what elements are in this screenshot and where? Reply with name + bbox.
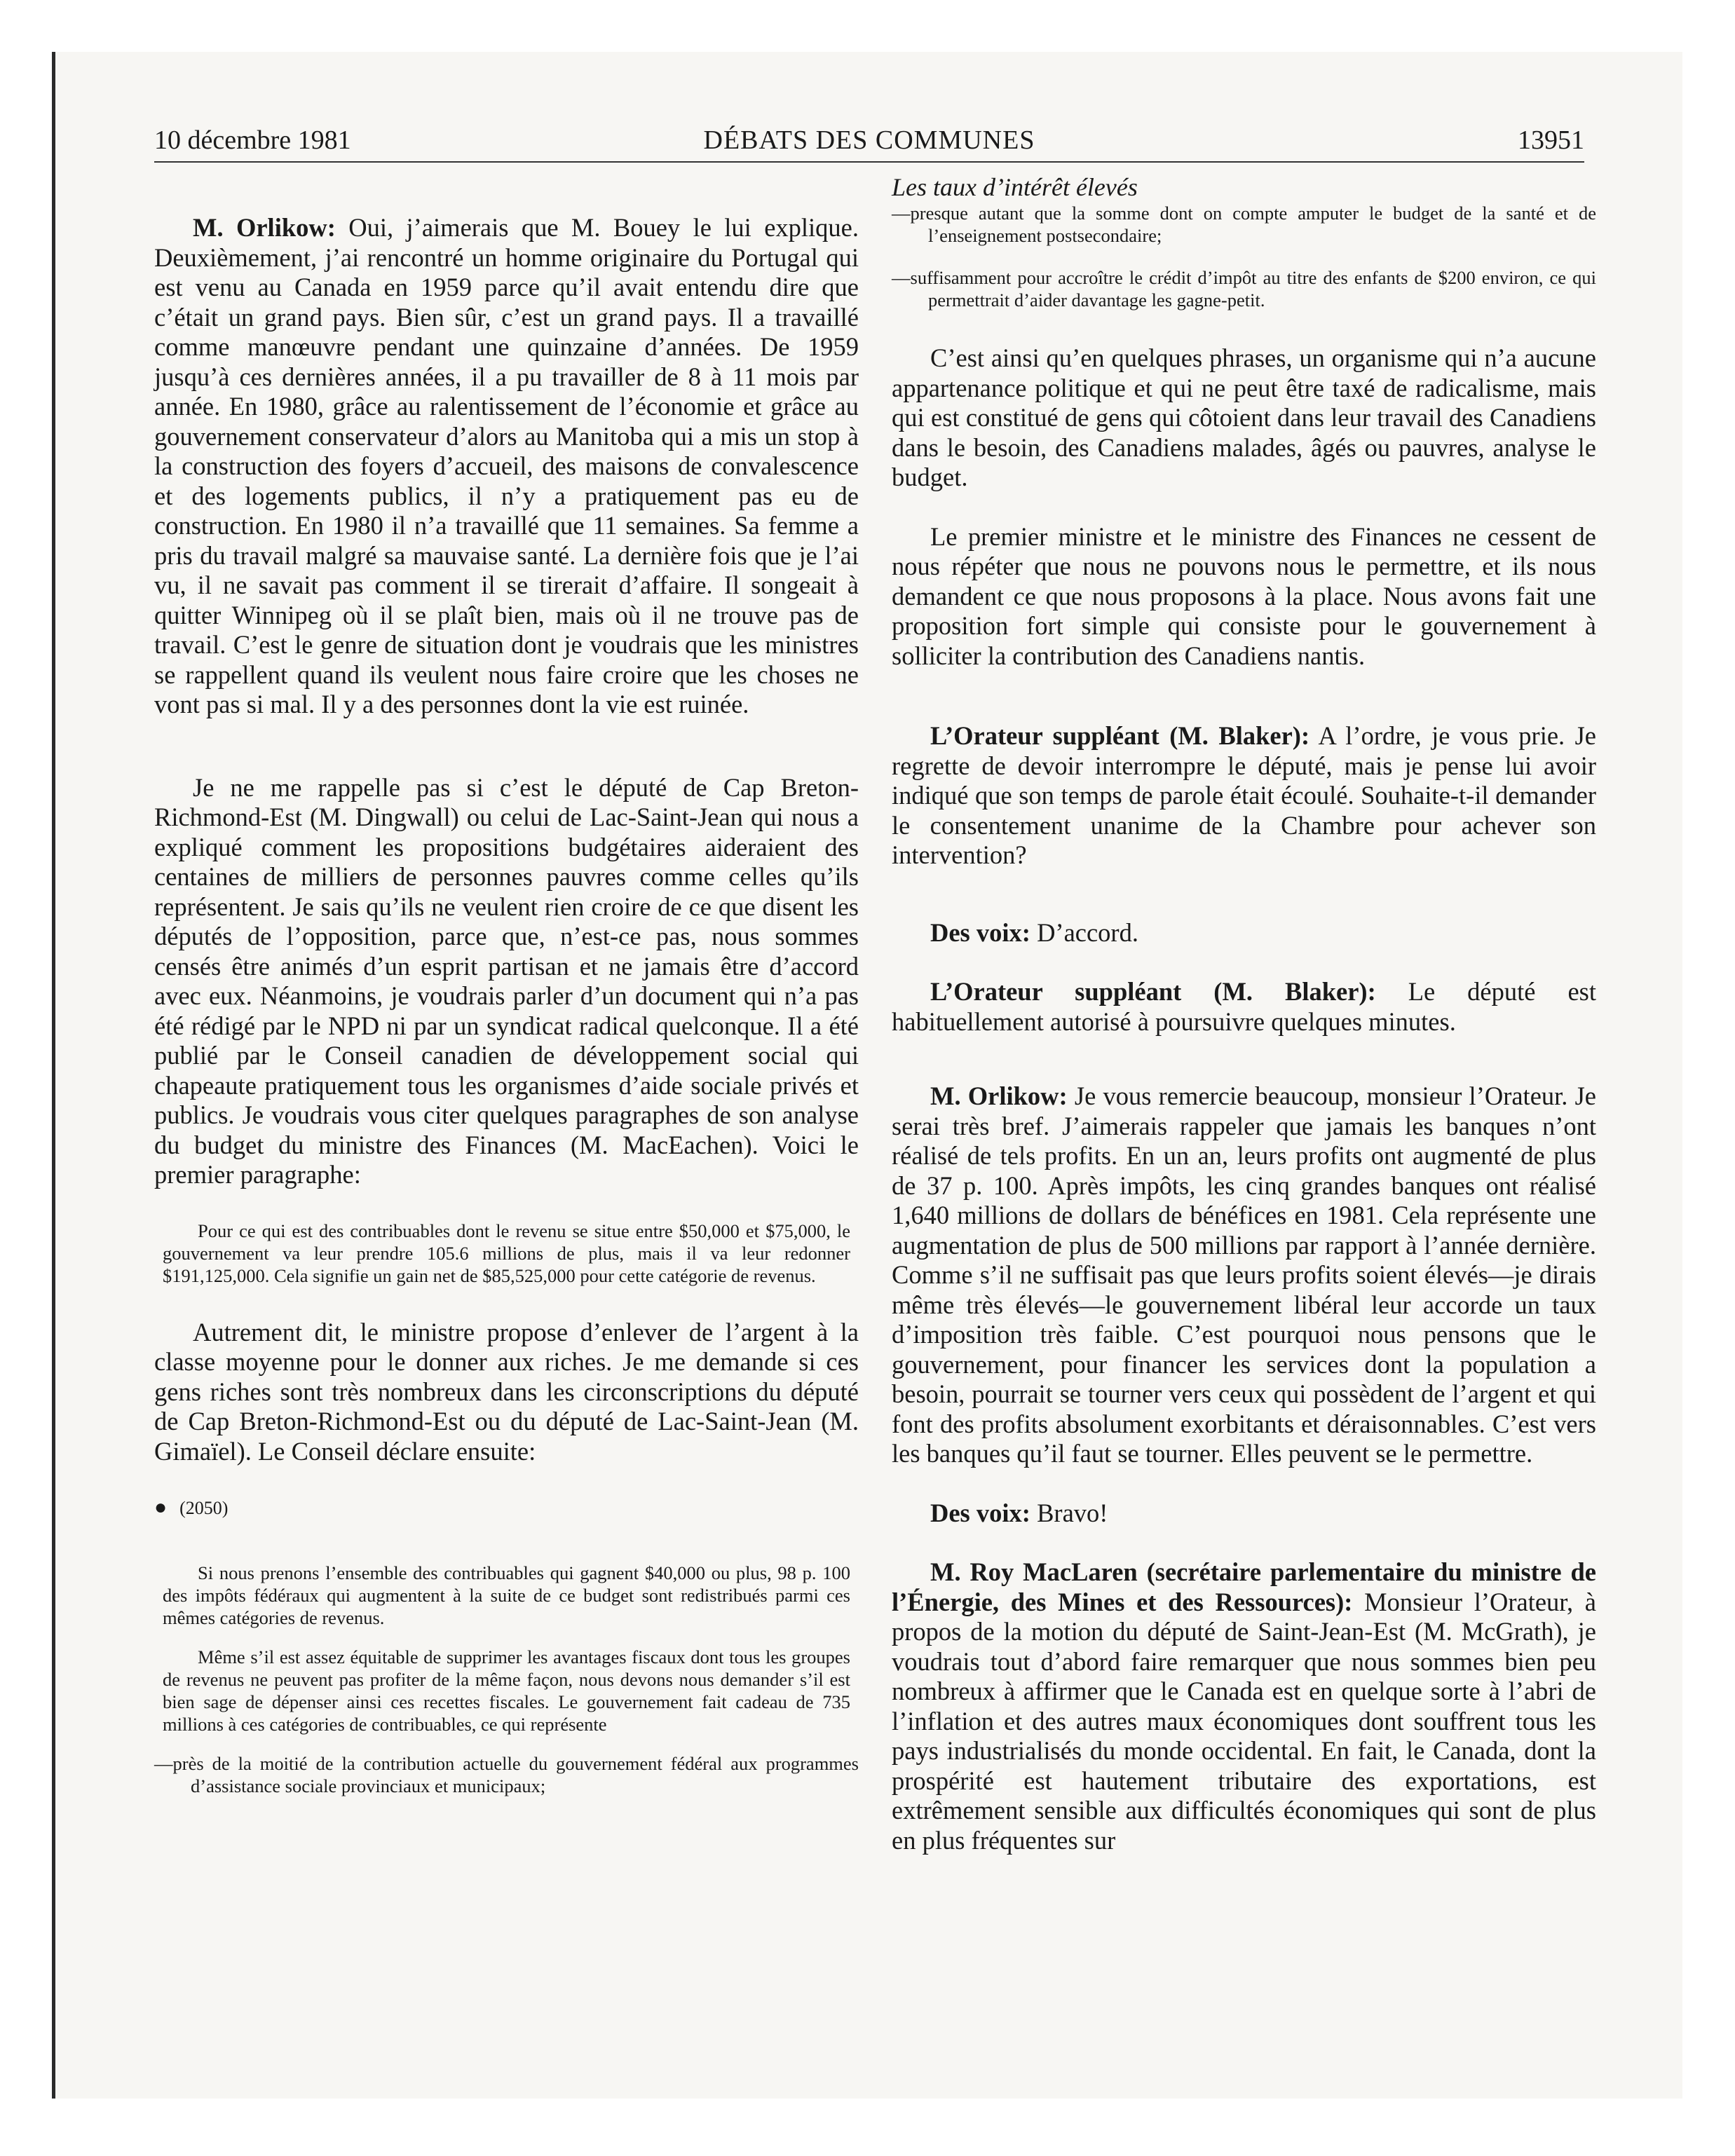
paragraph-budget-document: Je ne me rappelle pas si c’est le député de Cap Breton-Richmond-Est (M. Dingwall) ou celui de Lac-Saint-Jean qui nous a expliqué comment les propositions budgétaires aideraient des centaines de milliers de personnes pauvres comme celles qu’ils représentent. Je sais qu’ils ne veulent rien croire de ce que disent les députés de l’opposition, parce que, n’est-ce pas, nous sommes censés être animés d’un esprit partisan et ne jamais être d’accord avec eux. Néanmoins, je voudrais parler d’un document qui n’a pas été rédigé par le NPD ni par un syndicat radical quelconque. Il a été publié par le Conseil canadien de développement social qui chapeaute pratiquement tous les organismes d’aide sociale privés et publics. Je voudrais vous citer quelques paragraphes de son analyse du budget du ministre des Finances (M. MacEachen). Voici le premier paragraphe: [154, 772, 859, 1189]
speaker-name: M. Roy MacLaren (secrétaire parlementaire du ministre de l’Énergie, des Mines et des Ressources): [892, 1557, 1596, 1616]
speaker-name: L’Orateur suppléant (M. Blaker): [930, 977, 1376, 1006]
paragraph-prime-minister: Le premier ministre et le ministre des Finances ne cessent de nous répéter que nous ne pouvons nous le permettre, et ils nous demandent ce que nous proposons à la place. Nous avons fait une proposition fort simple qui consiste pour le gouvernement à solliciter la contribution des Canadiens nantis. [892, 521, 1596, 670]
section-title: Les taux d’intérêt élevés [892, 173, 1138, 201]
quote-fiscal-advantages: Même s’il est assez équitable de supprimer les avantages fiscaux dont tous les groupes de revenus ne peuvent pas profiter de la même façon, nous devons nous demander s’il est bien sage de dépenser ainsi ces recettes fiscales. Le gouvernement fait cadeau de 735 millions à ces catégories de contribuables, ce qui représente [163, 1646, 850, 1735]
quote-social-assistance: —près de la moitié de la contribution actuelle du gouvernement fédéral aux programmes d’assistance sociale provinciaux et municipaux; [154, 1753, 859, 1796]
left-column [154, 172, 859, 1817]
page-header [154, 125, 1584, 163]
paragraph-text: Je vous remercie beaucoup, monsieur l’Orateur. Je serai très bref. J’aimerais rappeler que jamais les banques n’ont réalisé de tels profits. En un an, leurs profits ont augmenté de plus de 37 p. 100. Après impôts, les cinq grandes banques ont réalisé 1,640 millions de dollars de bénéfices en 1981. Cela représente une augmentation de plus de 500 millions par rapport à l’année dernière. Comme s’il ne suffisait pas que leurs profits soient élevés—je dirais même très élevés—le gouvernement libéral leur accorde un taux d’imposition très faible. C’est pourquoi nous pensons que le gouvernement, pour financer les services dont la population a besoin, pourrait se tourner vers ceux qui possèdent de l’argent et qui font des profits absolument exorbitants et déraisonnables. C’est vers les banques qu’il faut se tourner. Elles peuvent se le permettre. [892, 1082, 1596, 1468]
paragraph-orlikow-banks [892, 1082, 1596, 1469]
paragraph-speaker-order [892, 721, 1596, 871]
header-journal-title: DÉBATS DES COMMUNES [703, 125, 1035, 155]
paragraph-text: D’accord. [1030, 917, 1138, 947]
header-page-number: 13951 [1518, 125, 1584, 155]
paragraph-maclaren [892, 1557, 1596, 1855]
right-column [892, 172, 1596, 1885]
page-binding-edge [52, 52, 55, 2099]
speaker-name: Des voix: [930, 1498, 1030, 1527]
paragraph-text: A l’ordre, je vous prie. Je regrette de devoir interrompre le député, mais je pense lui avoir indiqué que son temps de parole était écoulé. Souhaite-t-il demander le consentement unanime de la Chambre pour achever son intervention? [892, 721, 1596, 869]
paragraph-text: Bravo! [1030, 1498, 1108, 1527]
quote-taxpayers-40000: Si nous prenons l’ensemble des contribuables qui gagnent $40,000 ou plus, 98 p. 100 des impôts fédéraux qui augmentent à la suite de ce budget sont redistribués parmi ces mêmes catégories de revenus. [163, 1562, 850, 1628]
quote-income-50000: Pour ce qui est des contribuables dont le revenu se situe entre $50,000 et $75,000, le gouvernement va leur prendre 105.6 millions de plus, mais il va leur redonner $191,125,000. Cela signifie un gain net de $85,525,000 pour cette catégorie de revenus. [163, 1220, 850, 1286]
quote-health-education: —presque autant que la somme dont on compte amputer le budget de la santé et de l’enseignement postsecondaire; [892, 203, 1596, 246]
paragraph-text: Le député est habituellement autorisé à poursuivre quelques minutes. [892, 977, 1596, 1036]
speaker-name: Des voix: [930, 917, 1030, 947]
speaker-name: L’Orateur suppléant (M. Blaker): [930, 721, 1310, 750]
quote-child-tax-credit: —suffisamment pour accroître le crédit d’impôt au titre des enfants de $200 environ, ce qui permettrait d’aider davantage les gagne-petit. [892, 267, 1596, 311]
paragraph-middle-class: Autrement dit, le ministre propose d’enlever de l’argent à la classe moyenne pour le donner aux riches. Je me demande si ces gens riches sont très nombreux dans les circonscriptions du député de Cap Breton-Richmond-Est ou du député de Lac-Saint-Jean (M. Gimaïel). Le Conseil déclare ensuite: [154, 1317, 859, 1466]
paragraph-voices-agree [892, 918, 1596, 948]
paragraph-analysis: C’est ainsi qu’en quelques phrases, un organisme qui n’a aucune appartenance politique et qui ne peut être taxé de radicalisme, mais qui est constitué de gens qui côtoient dans leur travail des Canadiens dans le besoin, des Canadiens malades, âgés ou pauvres, analyse le budget. [892, 343, 1596, 491]
paragraph-orlikow-1 [154, 213, 859, 720]
paragraph-text: Oui, j’aimerais que M. Bouey le lui explique. Deuxièmement, j’ai rencontré un homme originaire du Portugal qui est venu au Canada en 1959 parce qu’il avait entendu dire que c’était un grand pays. Bien sûr, c’est un grand pays. Il a travaillé comme manœuvre pendant une quinzaine d’années. De 1959 jusqu’à ces dernières années, il a pu travailler de 8 à 11 mois par année. En 1980, grâce au ralentissement de l’économie et grâce au gouvernement conservateur d’alors au Manitoba qui a mis un stop à la construction des foyers d’accueil, des maisons de convalescence et des logements publics, il n’y a pratiquement pas eu de construction. En 1980 il n’a travaillé que 11 semaines. Sa femme a pris du travail malgré sa mauvaise santé. La dernière fois que je l’ai vu, il ne savait pas comment il se tirerait d’affaire. Il songeait à quitter Winnipeg où il se plaît bien, mais où il ne trouve pas de travail. C’est le genre de situation dont je voudrais que les ministres se rappellent quand ils veulent nous faire croire que les choses ne vont pas si mal. Il y a des personnes dont la vie est ruinée. [154, 213, 859, 718]
time-marker-text: (2050) [179, 1498, 229, 1518]
paragraph-speaker-authorized [892, 977, 1596, 1037]
speaker-name: M. Orlikow: [930, 1082, 1068, 1110]
paragraph-voices-bravo [892, 1499, 1596, 1529]
speaker-name: M. Orlikow: [193, 213, 336, 242]
bullet-icon: ● [154, 1496, 168, 1519]
time-marker [154, 1496, 859, 1520]
paragraph-text: Monsieur l’Orateur, à propos de la motion du député de Saint-Jean-Est (M. McGrath), je voudrais tout d’abord faire remarquer que nous sommes bien peu nombreux à affirmer que le Canada est en quelque sorte à l’abri de l’inflation et des autres maux économiques dont souffrent tous les pays industrialisés du monde occidental. En fait, le Canada, dont la prospérité est hautement tributaire des exportations, est extrêmement sensible aux difficultés économiques qui sont de plus en plus fréquentes sur [892, 1587, 1596, 1855]
header-date: 10 décembre 1981 [154, 125, 351, 155]
